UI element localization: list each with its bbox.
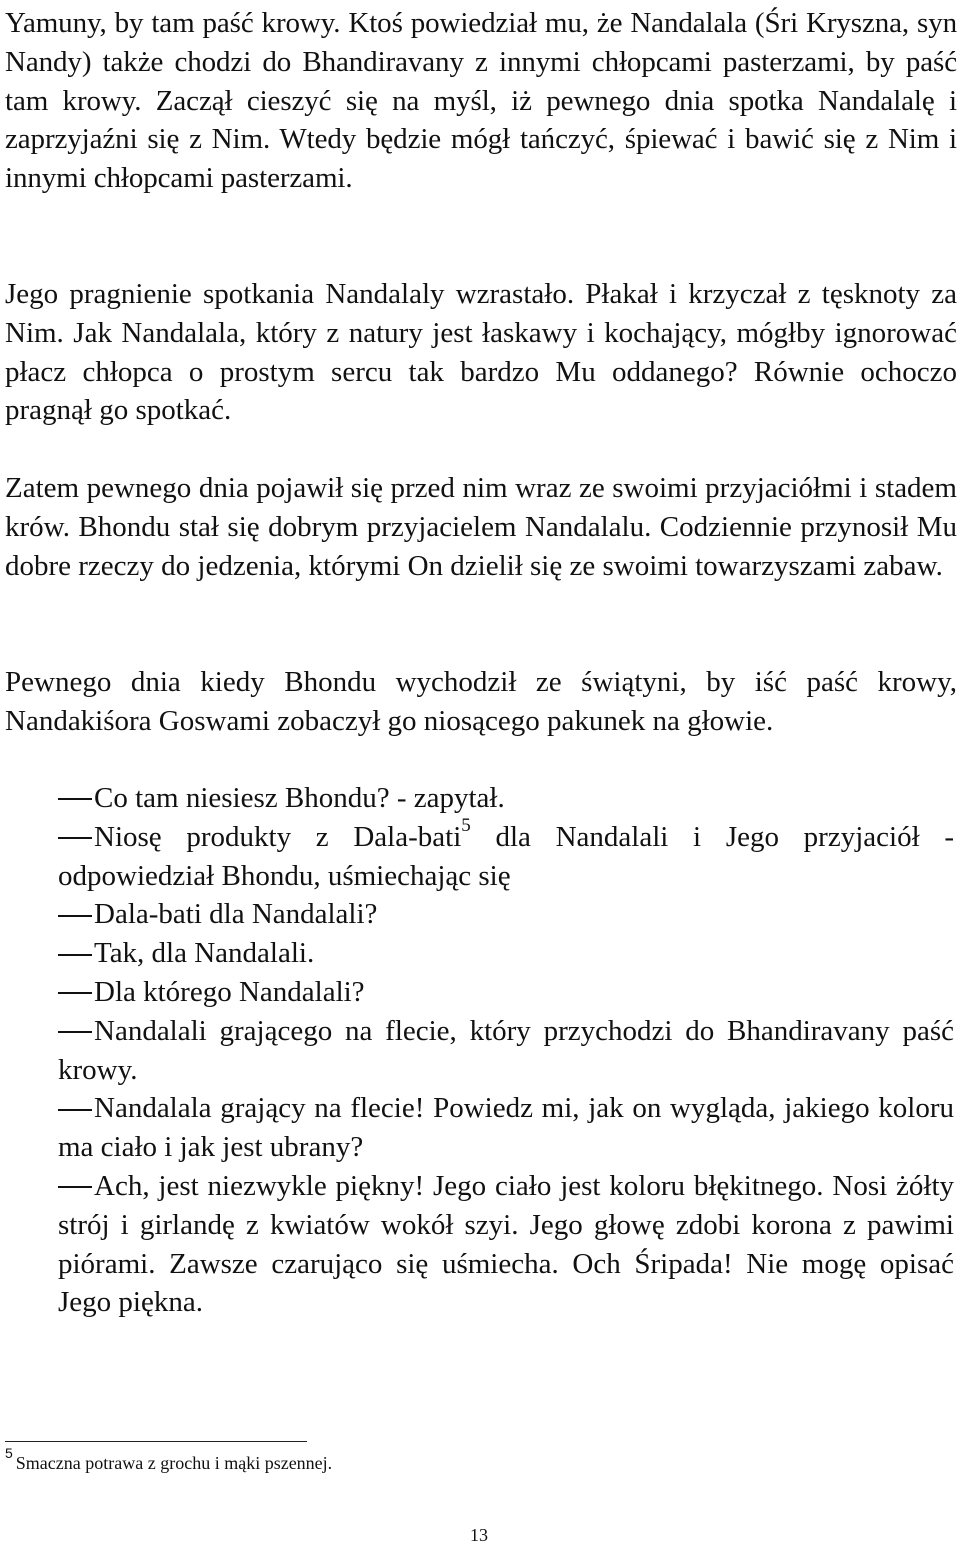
- footnote-separator: [5, 1441, 307, 1442]
- footnote-reference: 5: [461, 815, 471, 837]
- paragraph-1: Yamuny, by tam paść krowy. Ktoś powiedział mu, że Nandalala (Śri Kryszna, syn Nandy) także chodzi do Bhandiravany z innymi chłopcami pasterzami, by paść tam krowy. Zaczął cieszyć się na myśl, iż pewnego dnia spotka Nandalalę i zaprzyjaźni się z Nim. Wtedy będzie mógł tańczyć, śpiewać i bawić się z Nim i innymi chłopcami pasterzami.: [5, 7, 957, 195]
- dialogue-line: Co tam niesiesz Bhondu? - zapytał.: [58, 779, 954, 818]
- em-dash: [58, 915, 92, 917]
- em-dash: [58, 1186, 92, 1188]
- dialogue-block: [58, 779, 954, 1322]
- em-dash: [58, 1109, 92, 1111]
- paragraph-3: Zatem pewnego dnia pojawił się przed nim wraz ze swoimi przyjaciółmi i stadem krów. Bhondu stał się dobrym przyjacielem Nandalalu. Codziennie przynosił Mu dobre rzeczy do jedzenia, którymi On dzielił się ze swoimi towarzyszami zabaw.: [5, 472, 957, 582]
- dialogue-line: Ach, jest niezwykle piękny! Jego ciało jest koloru błękitnego. Nosi żółty strój i girlandę z kwiatów wokół szyi. Jego głowę zdobi korona z pawimi piórami. Zawsze czarująco się uśmiecha. Och Śripada! Nie mogę opisać Jego piękna.: [58, 1169, 954, 1319]
- footnote-text: Smaczna potrawa z grochu i mąki pszennej.: [15, 1453, 333, 1473]
- em-dash: [58, 992, 92, 994]
- dialogue-line: Tak, dla Nandalali.: [58, 934, 954, 973]
- paragraph-4: Pewnego dnia kiedy Bhondu wychodził ze świątyni, by iść paść krowy, Nandakiśora Goswami zobaczył go niosącego pakunek na głowie.: [5, 666, 957, 737]
- em-dash: [58, 798, 92, 800]
- dialogue-line: Nandalala grający na flecie! Powiedz mi, jak on wygląda, jakiego koloru ma ciało i jak jest ubrany?: [58, 1092, 954, 1164]
- dialogue-line: Dla którego Nandalali?: [58, 973, 954, 1012]
- footnote: [5, 1445, 333, 1475]
- dialogue-line: Dala-bati dla Nandalali?: [58, 895, 954, 934]
- dialogue-line: Nandalali grającego na flecie, który przychodzi do Bhandiravany paść krowy.: [58, 1014, 954, 1086]
- em-dash: [58, 837, 92, 839]
- dialogue-line: Niosę produkty z Dala-bati$^5$ dla Nandalali i Jego przyjaciół - odpowiedział Bhondu, uśmiechając się: [58, 815, 954, 892]
- page-number: 13: [470, 1525, 488, 1545]
- paragraph-2: Jego pragnienie spotkania Nandalaly wzrastało. Płakał i krzyczał z tęsknoty za Nim. Jak Nandalala, który z natury jest łaskawy i kochający, mógłby ignorować płacz chłopca o prostym sercu tak bardzo Mu oddanego? Równie ochoczo pragnął go spotkać.: [5, 278, 957, 427]
- footnote-number: 5: [5, 1445, 13, 1461]
- em-dash: [58, 954, 92, 956]
- em-dash: [58, 1031, 92, 1033]
